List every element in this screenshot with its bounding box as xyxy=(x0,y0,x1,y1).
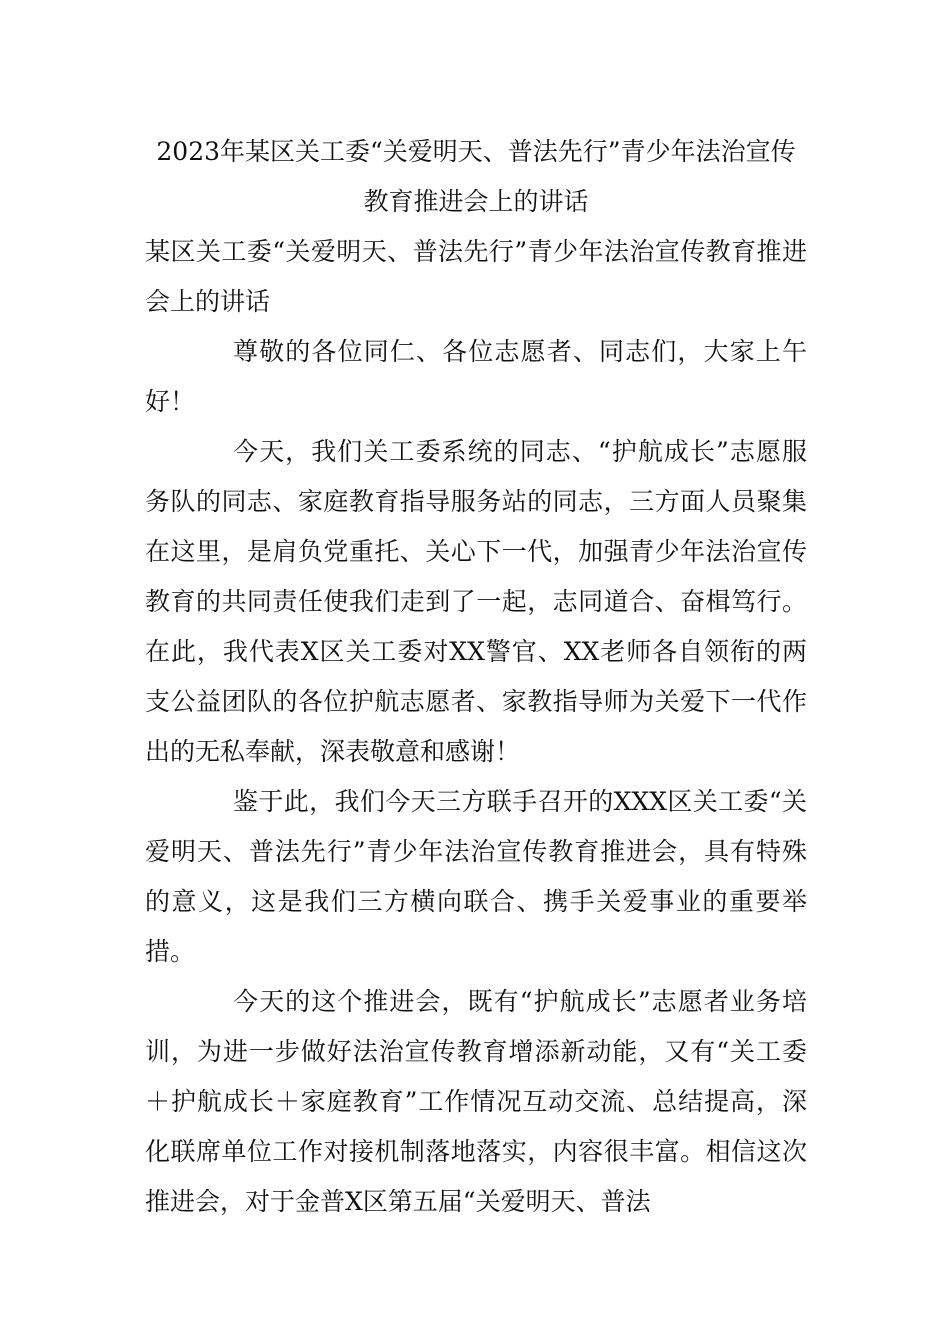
body-paragraph: 今天的这个推进会，既有“护航成长”志愿者业务培训，为进一步做好法治宣传教育增添新动能，又有“关工委＋护航成长＋家庭教育”工作情况互动交流、总结提高，深化联席单位工作对接机制落地落实，内容很丰富。相信这次推进会，对于金普X区第五届“关爱明天、普法 xyxy=(145,987,807,1216)
body-paragraph: 鉴于此，我们今天三方联手召开的XXX区关工委“关爱明天、普法先行”青少年法治宣传教育推进会，具有特殊的意义，这是我们三方横向联合、携手关爱事业的重要举措。 xyxy=(145,787,807,966)
greeting-paragraph: 尊敬的各位同仁、各位志愿者、同志们，大家上午好！ xyxy=(145,337,807,416)
document-body xyxy=(145,127,807,1227)
document-title: 2023年某区关工委“关爱明天、普法先行”青少年法治宣传教育推进会上的讲话 xyxy=(156,137,796,216)
subtitle-paragraph: 某区关工委“关爱明天、普法先行”青少年法治宣传教育推进会上的讲话 xyxy=(145,237,807,316)
body-paragraph: 今天，我们关工委系统的同志、“护航成长”志愿服务队的同志、家庭教育指导服务站的同志，三方面人员聚集在这里，是肩负党重托、关心下一代，加强青少年法治宣传教育的共同责任使我们走到了一起，志同道合、奋楫笃行。在此，我代表X区关工委对XX警官、XX老师各自领衔的两支公益团队的各位护航志愿者、家教指导师为关爱下一代作出的无私奉献，深表敬意和感谢！ xyxy=(145,437,807,766)
